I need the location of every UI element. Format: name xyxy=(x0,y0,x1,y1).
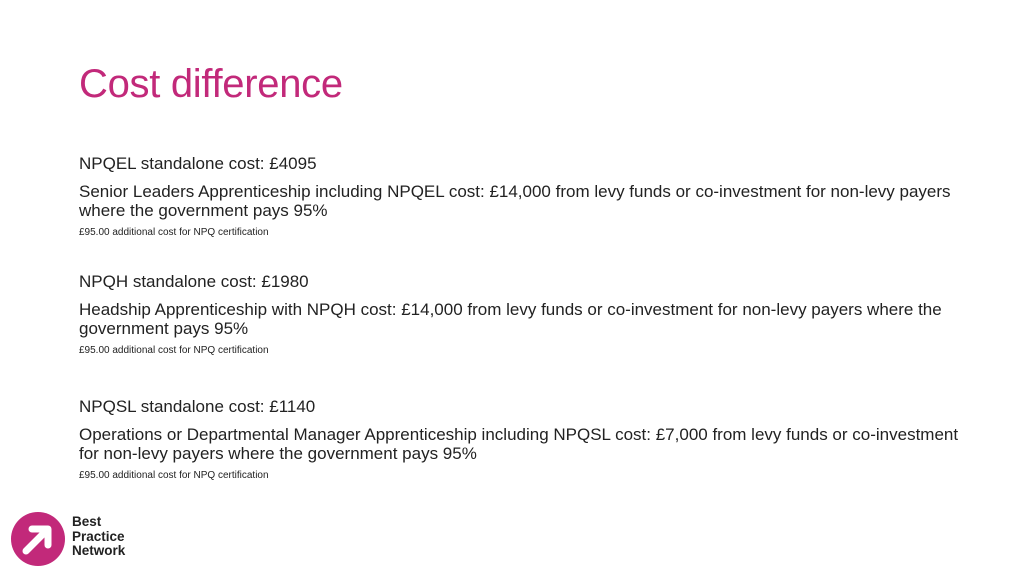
arrow-up-right-circle-icon xyxy=(10,511,66,567)
section-heading: NPQH standalone cost: £1980 xyxy=(79,272,309,291)
section-description: Senior Leaders Apprenticeship including NPQEL cost: £14,000 from levy funds or co-investment for non-levy payers where the government pays 95% xyxy=(79,182,951,220)
section-heading: NPQEL standalone cost: £4095 xyxy=(79,154,317,173)
section-description: Headship Apprenticeship with NPQH cost: £14,000 from levy funds or co-investment for non-levy payers where the government pays 95% xyxy=(79,300,942,338)
section-description: Operations or Departmental Manager Apprenticeship including NPQSL cost: £7,000 from levy funds or co-investment for non-levy payers where the government pays 95% xyxy=(79,425,959,463)
section-heading: NPQSL standalone cost: £1140 xyxy=(79,397,316,416)
best-practice-network-logo xyxy=(10,511,140,567)
section-note: £95.00 additional cost for NPQ certification xyxy=(79,470,269,481)
cost-section-npqh xyxy=(79,272,959,357)
logo-wordmark xyxy=(72,515,125,559)
cost-section-npqsl xyxy=(79,397,959,482)
slide-title: Cost difference xyxy=(79,62,343,106)
section-note: £95.00 additional cost for NPQ certification xyxy=(79,345,269,356)
cost-section-npqel xyxy=(79,154,959,239)
logo-line-best: Best xyxy=(72,514,102,529)
logo-line-practice: Practice xyxy=(72,528,125,544)
section-note: £95.00 additional cost for NPQ certification xyxy=(79,227,269,238)
logo-line-network: Network xyxy=(72,543,126,558)
